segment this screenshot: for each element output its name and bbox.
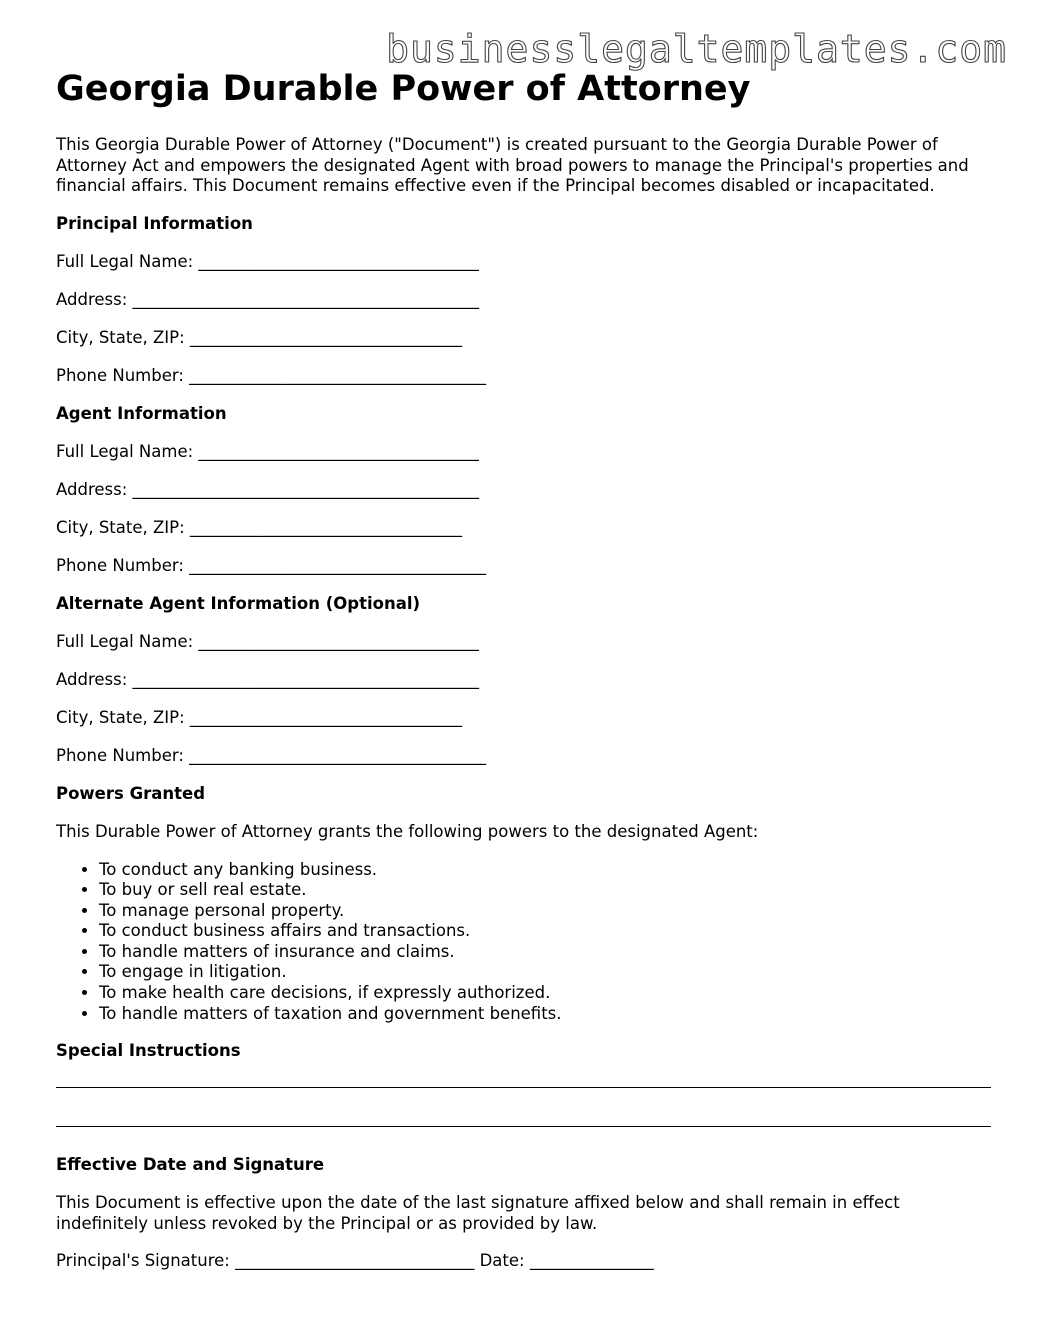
power-item: • To conduct any banking business. <box>99 860 996 881</box>
agent-city-field[interactable]: City, State, ZIP: _________________________________ <box>56 517 463 537</box>
watermark: businesslegaltemplates.com <box>386 27 1007 71</box>
power-item: • To buy or sell real estate. <box>99 880 996 901</box>
alternate-agent-section <box>56 594 996 784</box>
agent-section <box>56 404 996 594</box>
power-item: • To handle matters of insurance and claims. <box>99 942 996 963</box>
alternate-address-field[interactable]: Address: __________________________________________ <box>56 669 480 689</box>
principal-city-field[interactable]: City, State, ZIP: _________________________________ <box>56 327 463 347</box>
powers-section <box>56 784 996 1025</box>
special-instructions-line-2[interactable] <box>56 1100 991 1127</box>
document-body <box>56 135 996 1289</box>
principal-phone-field[interactable]: Phone Number: ____________________________________ <box>56 365 487 385</box>
effective-section <box>56 1155 996 1289</box>
special-instructions-section <box>56 1041 996 1155</box>
alternate-city-field[interactable]: City, State, ZIP: _________________________________ <box>56 707 463 727</box>
power-item: • To conduct business affairs and transactions. <box>99 921 996 942</box>
alternate-name-field[interactable]: Full Legal Name: __________________________________ <box>56 631 479 651</box>
alternate-agent-heading: Alternate Agent Information (Optional) <box>56 593 421 613</box>
effective-paragraph: This Document is effective upon the date of the last signature affixed below and shall remain in effect indefinitely unless revoked by the Principal or as provided by law. <box>56 1193 900 1233</box>
principal-signature-field[interactable]: Principal's Signature: _____________________________ Date: _______________ <box>56 1251 654 1271</box>
principal-address-field[interactable]: Address: __________________________________________ <box>56 289 480 309</box>
power-item: • To make health care decisions, if expressly authorized. <box>99 983 996 1004</box>
alternate-phone-field[interactable]: Phone Number: ____________________________________ <box>56 745 487 765</box>
power-item: • To manage personal property. <box>99 901 996 922</box>
agent-phone-field[interactable]: Phone Number: ____________________________________ <box>56 555 487 575</box>
intro-paragraph: This Georgia Durable Power of Attorney ("Document") is created pursuant to the Georgia Durable Power of Attorney Act and empowers the designated Agent with broad powers to manage the Principal's properties and financial affairs. This Document remains effective even if the Principal becomes disabled or incapacitated. <box>56 135 969 195</box>
effective-heading: Effective Date and Signature <box>56 1155 325 1175</box>
powers-intro: This Durable Power of Attorney grants the following powers to the designated Agent: <box>56 821 759 841</box>
principal-heading: Principal Information <box>56 213 253 233</box>
principal-name-field[interactable]: Full Legal Name: __________________________________ <box>56 251 479 271</box>
agent-heading: Agent Information <box>56 403 227 423</box>
page-title: Georgia Durable Power of Attorney <box>56 69 751 109</box>
power-item: • To engage in litigation. <box>99 962 996 983</box>
agent-address-field[interactable]: Address: __________________________________________ <box>56 479 480 499</box>
agent-name-field[interactable]: Full Legal Name: __________________________________ <box>56 441 479 461</box>
powers-list <box>56 860 996 1025</box>
special-instructions-line-1[interactable] <box>56 1079 991 1088</box>
principal-section <box>56 214 996 404</box>
powers-heading: Powers Granted <box>56 783 206 803</box>
power-item: • To handle matters of taxation and government benefits. <box>99 1004 996 1025</box>
special-instructions-heading: Special Instructions <box>56 1041 241 1061</box>
